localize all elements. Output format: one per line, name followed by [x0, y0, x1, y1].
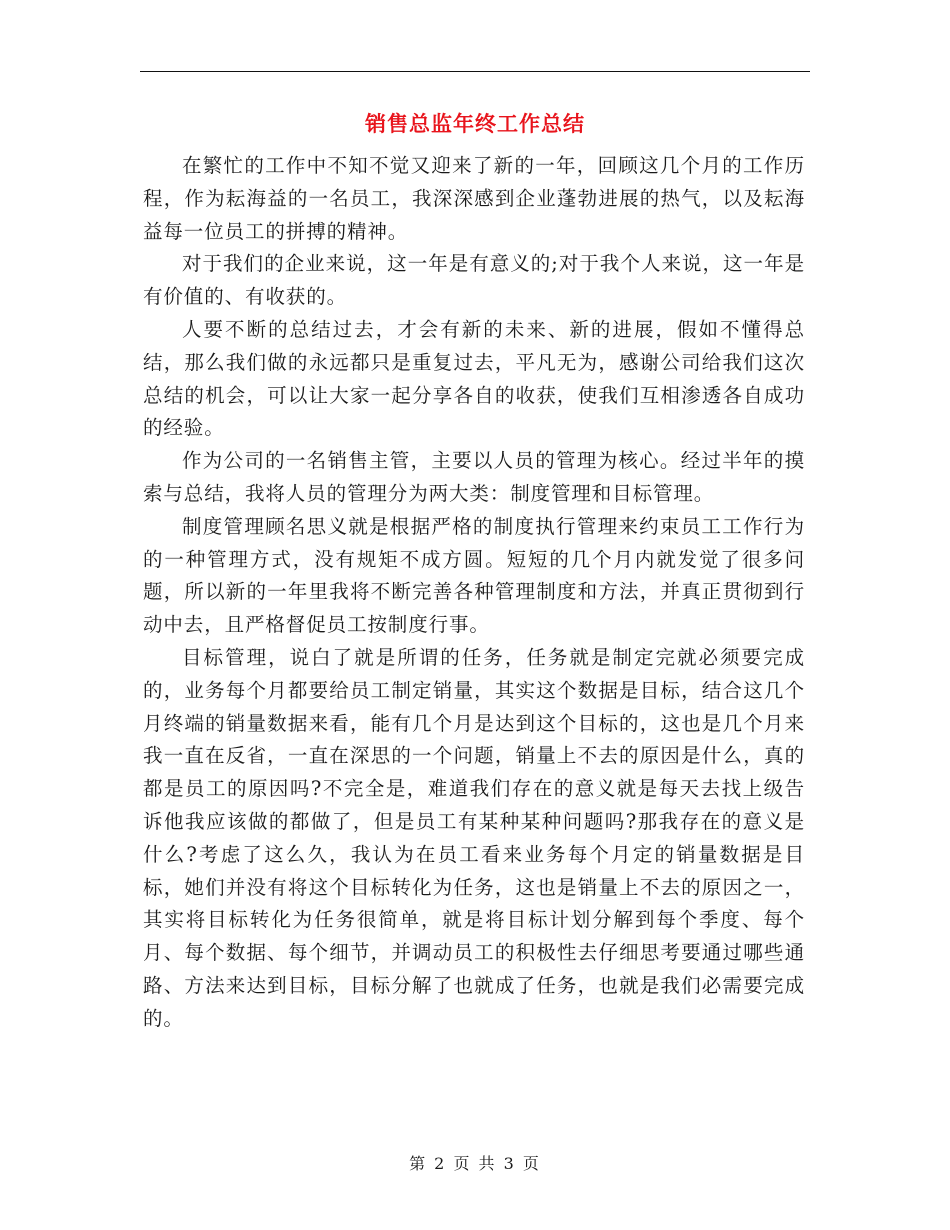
paragraph-5: 制度管理顾名思义就是根据严格的制度执行管理来约束员工工作行为的一种管理方式，没有规矩不成方圆。短短的几个月内就发觉了很多问题，所以新的一年里我将不断完善各种管理制度和方法，并真正贯彻到行动中去，且严格督促员工按制度行事。 [143, 514, 805, 637]
paragraph-6: 目标管理，说白了就是所谓的任务，任务就是制定完就必须要完成的，业务每个月都要给员工制定销量，其实这个数据是目标，结合这几个月终端的销量数据来看，能有几个月是达到这个目标的，这也是几个月来我一直在反省，一直在深思的一个问题，销量上不去的原因是什么，真的都是员工的原因吗?不完全是，难道我们存在的意义就是每天去找上级告诉他我应该做的都做了，但是员工有某种某种问题吗?那我存在的意义是什么?考虑了这么久，我认为在员工看来业务每个月定的销量数据是目标，她们并没有将这个目标转化为任务，这也是销量上不去的原因之一，其实将目标转化为任务很简单，就是将目标计划分解到每个季度、每个月、每个数据、每个细节，并调动员工的积极性去仔细思考要通过哪些通路、方法来达到目标，目标分解了也就成了任务，也就是我们必需要完成的。 [143, 645, 805, 1030]
document-title: 销售总监年终工作总结 [365, 111, 585, 136]
header-rule [140, 71, 810, 72]
document-body [143, 150, 805, 1036]
paragraph-4: 作为公司的一名销售主管，主要以人员的管理为核心。经过半年的摸索与总结，我将人员的管理分为两大类：制度管理和目标管理。 [143, 449, 805, 505]
page-number-footer: 第 2 页 共 3 页 [409, 1154, 541, 1173]
paragraph-1: 在繁忙的工作中不知不觉又迎来了新的一年，回顾这几个月的工作历程，作为耘海益的一名员工，我深深感到企业蓬勃进展的热气，以及耘海益每一位员工的拼搏的精神。 [143, 154, 805, 243]
paragraph-3: 人要不断的总结过去，才会有新的未来、新的进展，假如不懂得总结，那么我们做的永远都只是重复过去，平凡无为，感谢公司给我们这次总结的机会，可以让大家一起分享各自的收获，使我们互相渗透各自成功的经验。 [143, 317, 805, 440]
paragraph-2: 对于我们的企业来说，这一年是有意义的;对于我个人来说，这一年是有价值的、有收获的。 [143, 252, 805, 309]
